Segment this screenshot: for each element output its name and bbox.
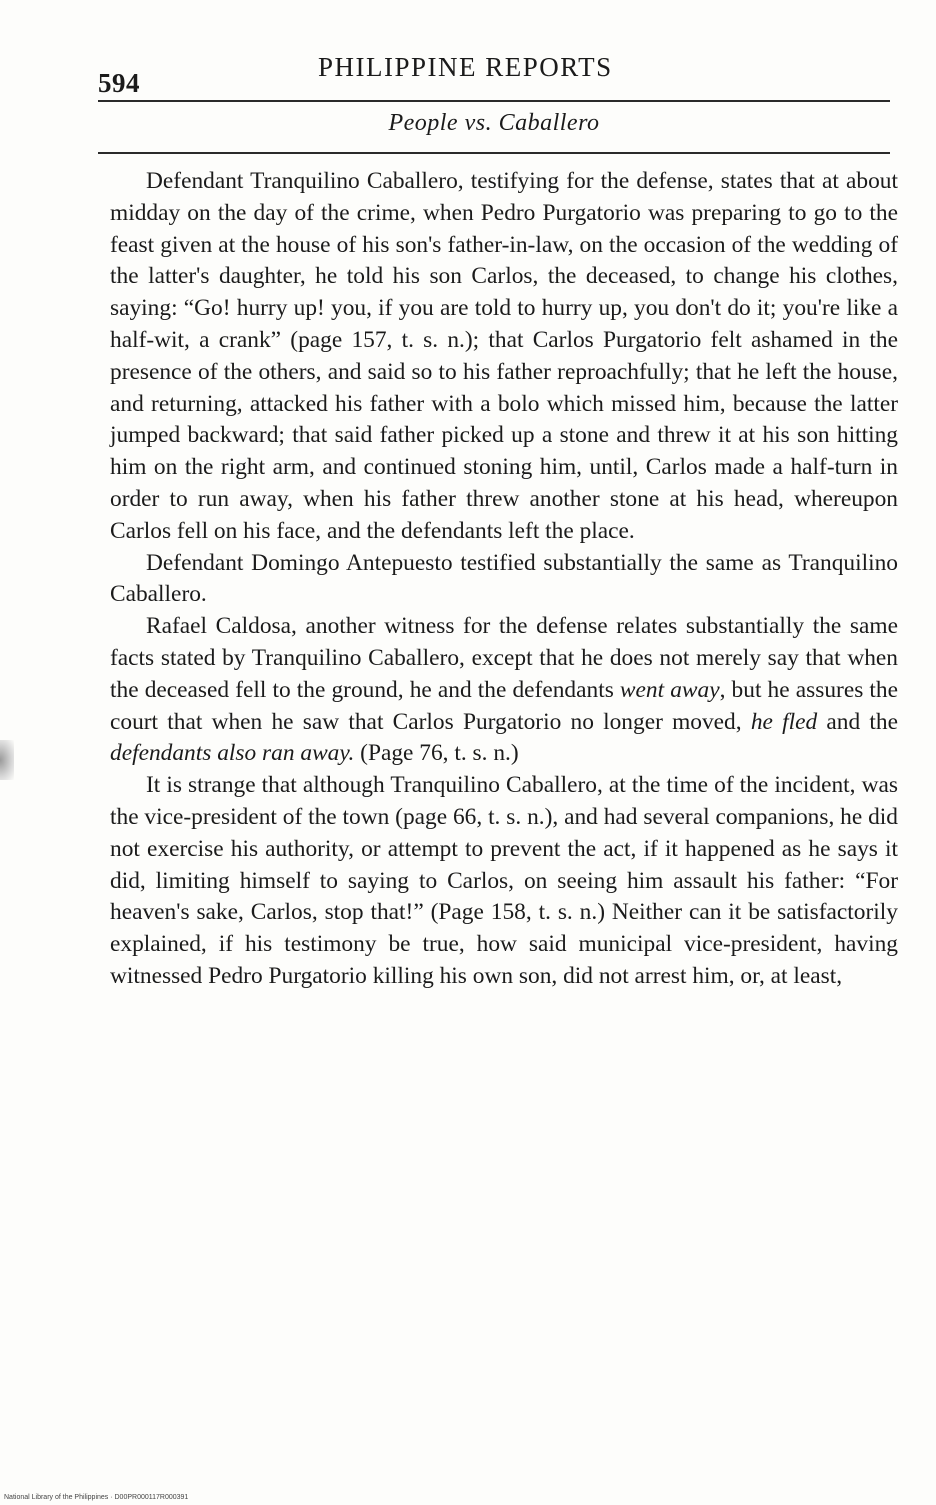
page-number: 594	[98, 68, 140, 98]
paragraph-3-text-a: Rafael Caldosa, another witness for the defense relates substantially the same facts stated by Tranquilino Caballero, except that he does not merely say that when the deceased fell to the ground, he and the defendants	[110, 613, 898, 703]
paragraph-3-italic-went-away: went away	[619, 676, 720, 703]
binding-edge-mark	[0, 740, 14, 780]
header-rule-top	[98, 100, 890, 102]
paragraph-3-text-c: , but he assures the court that when he saw that Carlos Purgatorio no longer moved,	[110, 676, 898, 735]
paragraph-2: Defendant Domingo Antepuesto testified substantially the same as Tranquilino Caballero.	[110, 549, 898, 608]
case-title: People vs. Caballero	[388, 110, 600, 136]
paragraph-3-italic-ran-away: defendants also ran away.	[110, 740, 355, 767]
running-head: PHILIPPINE REPORTS	[318, 52, 613, 82]
paragraph-3	[110, 611, 898, 770]
paragraph-3-italic-he-fled: he fled	[750, 708, 818, 735]
paragraph-4: It is strange that although Tranquilino Caballero, at the time of the incident, was the vice-president of the town (page 66, t. s. n.), and had several companions, he did not exercise his authority, or attempt to prevent the act, if it happened as he says it did, limiting himself to saying to Carlos, on seeing him assault his father: “For heaven's sake, Carlos, stop that!” (Page 158, t. s. n.) Neither can it be satisfactorily explained, if his testimony be true, how said municipal vice-president, having witnessed Pedro Purgatorio killing his own son, did not arrest him, or, at least,	[110, 772, 898, 989]
paragraph-3-text-g: (Page 76, t. s. n.)	[354, 740, 519, 767]
paragraph-1: Defendant Tranquilino Caballero, testifying for the defense, states that at about midday on the day of the crime, when Pedro Purgatorio was preparing to go to the feast given at the house of his son's father-in-law, on the occasion of the wedding of the latter's daughter, he told his son Carlos, the deceased, to change his clothes, saying: “Go! hurry up! you, if you are told to hurry up, you don't do it; you're like a half-wit, a crank” (page 157, t. s. n.); that Carlos Purgatorio felt ashamed in the presence of the others, and said so to his father reproachfully; that he left the house, and returning, attacked his father with a bolo which missed him, because the latter jumped backward; that said father picked up a stone and threw it at his son hitting him on the right arm, and continued stoning him, until, Carlos made a half-turn in order to run away, when his father threw another stone at his head, whereupon Carlos fell on his face, and the defendants left the place.	[110, 168, 898, 544]
header-rule-bottom	[98, 152, 890, 154]
body-text	[110, 166, 898, 993]
footer-imprint: National Library of the Philippines · D00PR000117R000391	[4, 1494, 189, 1501]
paragraph-3-text-e: and the	[817, 708, 898, 735]
